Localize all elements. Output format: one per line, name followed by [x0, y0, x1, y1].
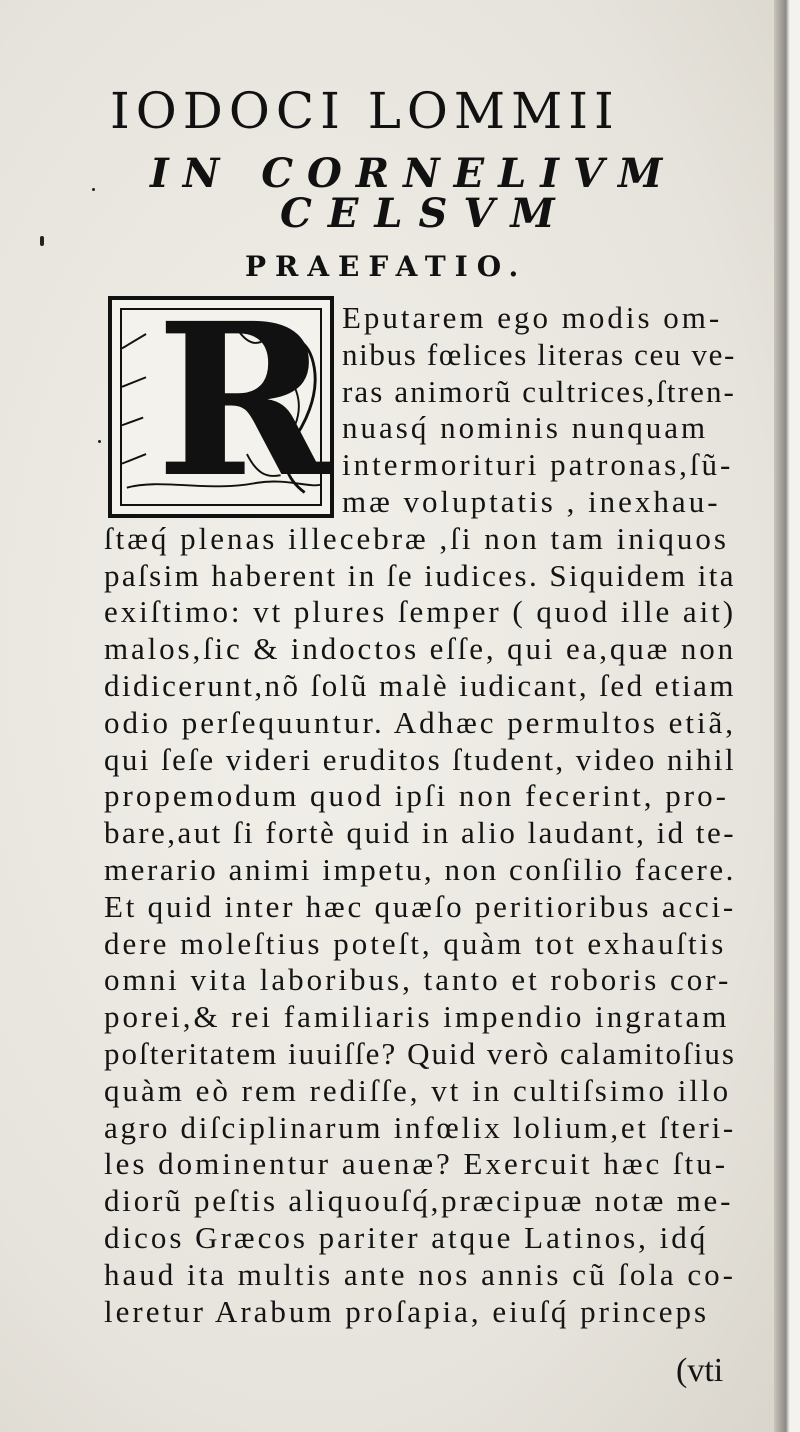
text-line: ſtæq́ plenas illecebræ ,ſi non tam iniquos [104, 520, 729, 556]
text-line: exiſtimo: vt plures ſemper ( quod ille ait) [104, 594, 736, 630]
text-line: mæ voluptatis , inexhau- [342, 484, 721, 519]
title-line-3: CELSVM [280, 190, 571, 237]
section-heading: PRAEFATIO. [245, 250, 528, 283]
text-line: ras animorũ cultrices,ſtren- [342, 373, 736, 409]
text-line: poſteritatem iuuiſſe? Quid verò calamitoſius [104, 1036, 736, 1071]
text-line: intermorituri patronas,ſũ- [342, 447, 734, 483]
text-line: haud ita multis ante nos annis cũ ſola co- [104, 1256, 736, 1292]
text-line: merario animi impetu, non conſilio facere. [104, 852, 736, 887]
text-line: qui ſeſe videri eruditos ſtudent, video nihil [104, 741, 736, 777]
text-line: dicos Græcos pariter atque Latinos, idq́ [104, 1220, 709, 1255]
text-line: Eputarem ego modis om- [342, 300, 723, 335]
initial-frame [120, 277, 331, 524]
catchword: (vti [676, 1352, 724, 1389]
text-line: quàm eò rem rediſſe, vt in cultiſsimo illo [104, 1072, 732, 1108]
text-line: omni vita laboribus, tanto et roboris cor- [104, 962, 732, 998]
author-title: IODOCI LOMMII [110, 82, 620, 140]
text-line: bare,aut ſi fortè quid in alio laudant, id te- [104, 815, 736, 851]
text-line: les dominentur auenæ? Exercuit hæc ſtu- [104, 1146, 729, 1182]
text-line: dere moleſtius poteſt, quàm tot exhauſtis [104, 925, 727, 961]
text-line: propemodum quod ipſi non fecerint, pro- [104, 778, 729, 814]
title-line-2: IN CORNELIVM [150, 150, 677, 197]
text-line: porei,& rei familiaris impendio ingratam [104, 999, 730, 1035]
text-line: odio perſequuntur. Adhæc permultos etiã, [104, 704, 736, 740]
text-line: nuasq́ nominis nunquam [342, 410, 709, 446]
text-line: paſsim haberent in ſe iudices. Siquidem ita [104, 557, 736, 593]
initial-letter: R [156, 277, 331, 524]
text-line: Et quid inter hæc quæſo peritioribus acci- [104, 888, 736, 924]
text-line: didicerunt,nõ ſolũ malè iudicant, ſed etiam [104, 668, 736, 703]
page-edge [774, 0, 800, 1432]
text-line: nibus fœlices literas ceu ve- [342, 336, 736, 372]
text-line: agro diſciplinarum infœlix lolium,et ſteri- [104, 1109, 736, 1145]
ink-speck [40, 236, 44, 246]
text-line: leretur Arabum proſapia, eiuſq́ princeps [104, 1293, 710, 1329]
decorated-initial [108, 277, 334, 524]
text-line: diorũ peſtis aliquouſq́,præcipuæ notæ me- [104, 1183, 734, 1219]
ink-speck [98, 440, 101, 443]
text-line: malos,ſic & indoctos eſſe, qui ea,quæ non [104, 631, 736, 667]
ink-speck [92, 188, 95, 191]
